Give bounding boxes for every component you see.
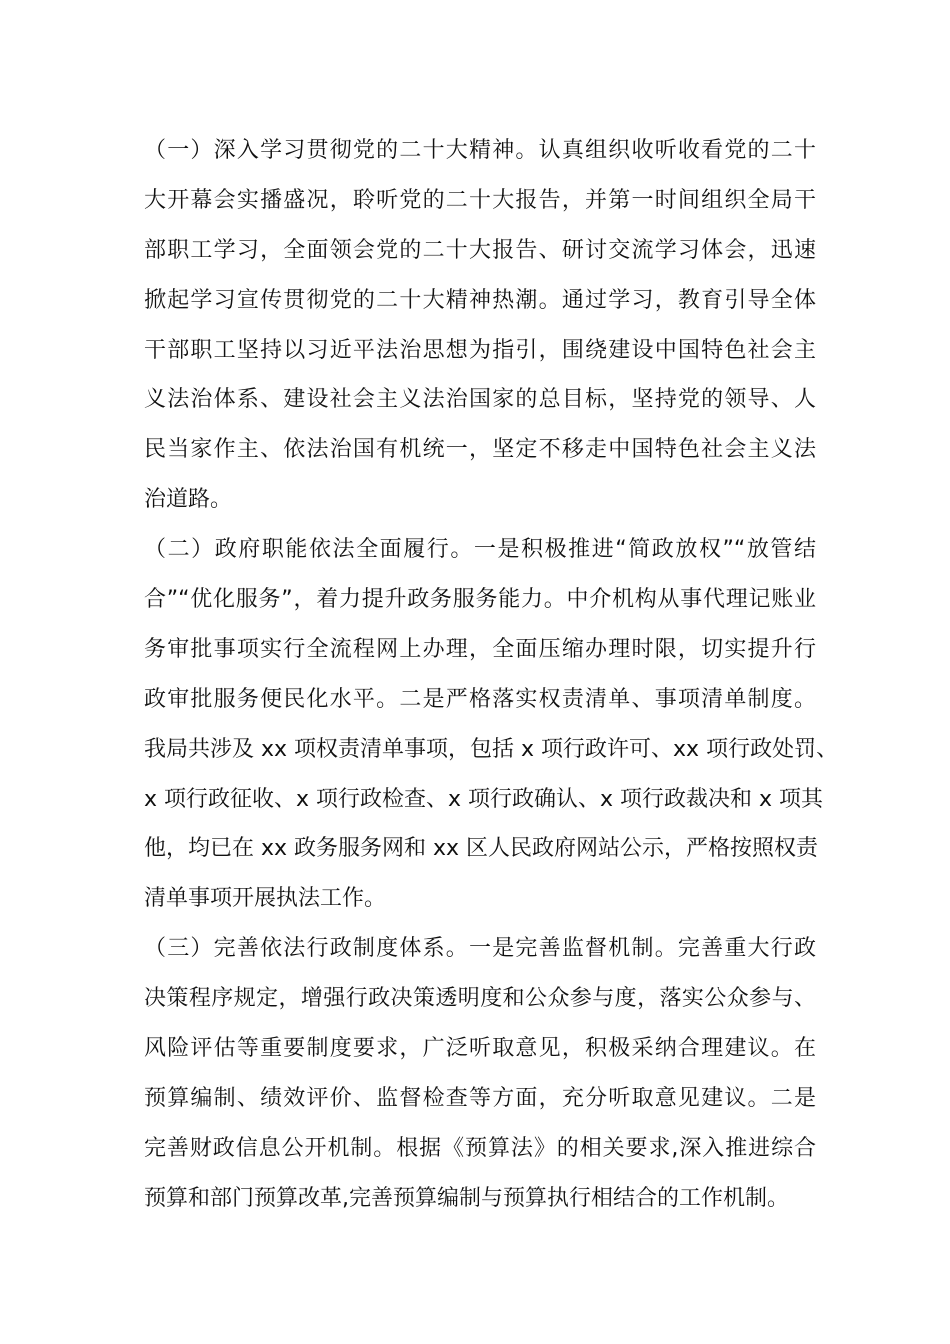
document-body bbox=[144, 126, 839, 1224]
paragraph-2-line-1: （二）政府职能依法全面履行。一是积极推进“简政放权”“放管结 bbox=[144, 537, 816, 563]
paragraph-1-line-7: 民当家作主、依法治国有机统一，坚定不移走中国特色社会主义法 bbox=[144, 437, 816, 463]
paragraph-1-line-1: （一）深入学习贯彻党的二十大精神。认真组织收听收看党的二十 bbox=[144, 138, 816, 163]
paragraph-1-line-5: 干部职工坚持以习近平法治思想为指引，围绕建设中国特色社会主 bbox=[144, 337, 816, 363]
paragraph-3-line-1: （三）完善依法行政制度体系。一是完善监督机制。完善重大行政 bbox=[144, 936, 816, 962]
paragraph-1-line-8: 治道路。 bbox=[144, 487, 233, 513]
paragraph-3-line-5: 完善财政信息公开机制。根据《预算法》的相关要求,深入推进综合 bbox=[144, 1135, 816, 1161]
paragraph-1-line-2: 大开幕会实播盛况，聆听党的二十大报告，并第一时间组织全局干 bbox=[144, 187, 816, 213]
paragraph-3-line-3: 风险评估等重要制度要求，广泛听取意见，积极采纳合理建议。在 bbox=[144, 1036, 816, 1062]
paragraph-2-line-4: 政审批服务便民化水平。二是严格落实权责清单、事项清单制度。 bbox=[144, 686, 816, 712]
paragraph-3-line-4: 预算编制、绩效评价、监督检查等方面，充分听取意见建议。二是 bbox=[144, 1085, 816, 1111]
paragraph-1-line-3: 部职工学习，全面领会党的二十大报告、研讨交流学习体会，迅速 bbox=[144, 237, 816, 263]
paragraph-3-line-2: 决策程序规定，增强行政决策透明度和公众参与度，落实公众参与、 bbox=[144, 986, 816, 1012]
paragraph-2-line-3: 务审批事项实行全流程网上办理，全面压缩办理时限，切实提升行 bbox=[144, 636, 816, 662]
paragraph-2-line-5: 我局共涉及 xx 项权责清单事项，包括 x 项行政许可、xx 项行政处罚、 bbox=[144, 736, 839, 762]
paragraph-2-line-7: 他，均已在 xx 政务服务网和 xx 区人民政府网站公示，严格按照权责 bbox=[144, 836, 819, 862]
paragraph-2-line-8: 清单事项开展执法工作。 bbox=[144, 886, 387, 912]
paragraph-2-line-2: 合”“优化服务”，着力提升政务服务能力。中介机构从事代理记账业 bbox=[144, 587, 816, 613]
paragraph-1-line-6: 义法治体系、建设社会主义法治国家的总目标，坚持党的领导、人 bbox=[144, 387, 816, 413]
paragraph-2-line-6: x 项行政征收、x 项行政检查、x 项行政确认、x 项行政裁决和 x 项其 bbox=[144, 786, 824, 812]
paragraph-1-line-4: 掀起学习宣传贯彻党的二十大精神热潮。通过学习，教育引导全体 bbox=[144, 287, 816, 313]
paragraph-3-line-6: 预算和部门预算改革,完善预算编制与预算执行相结合的工作机制。 bbox=[144, 1185, 789, 1211]
